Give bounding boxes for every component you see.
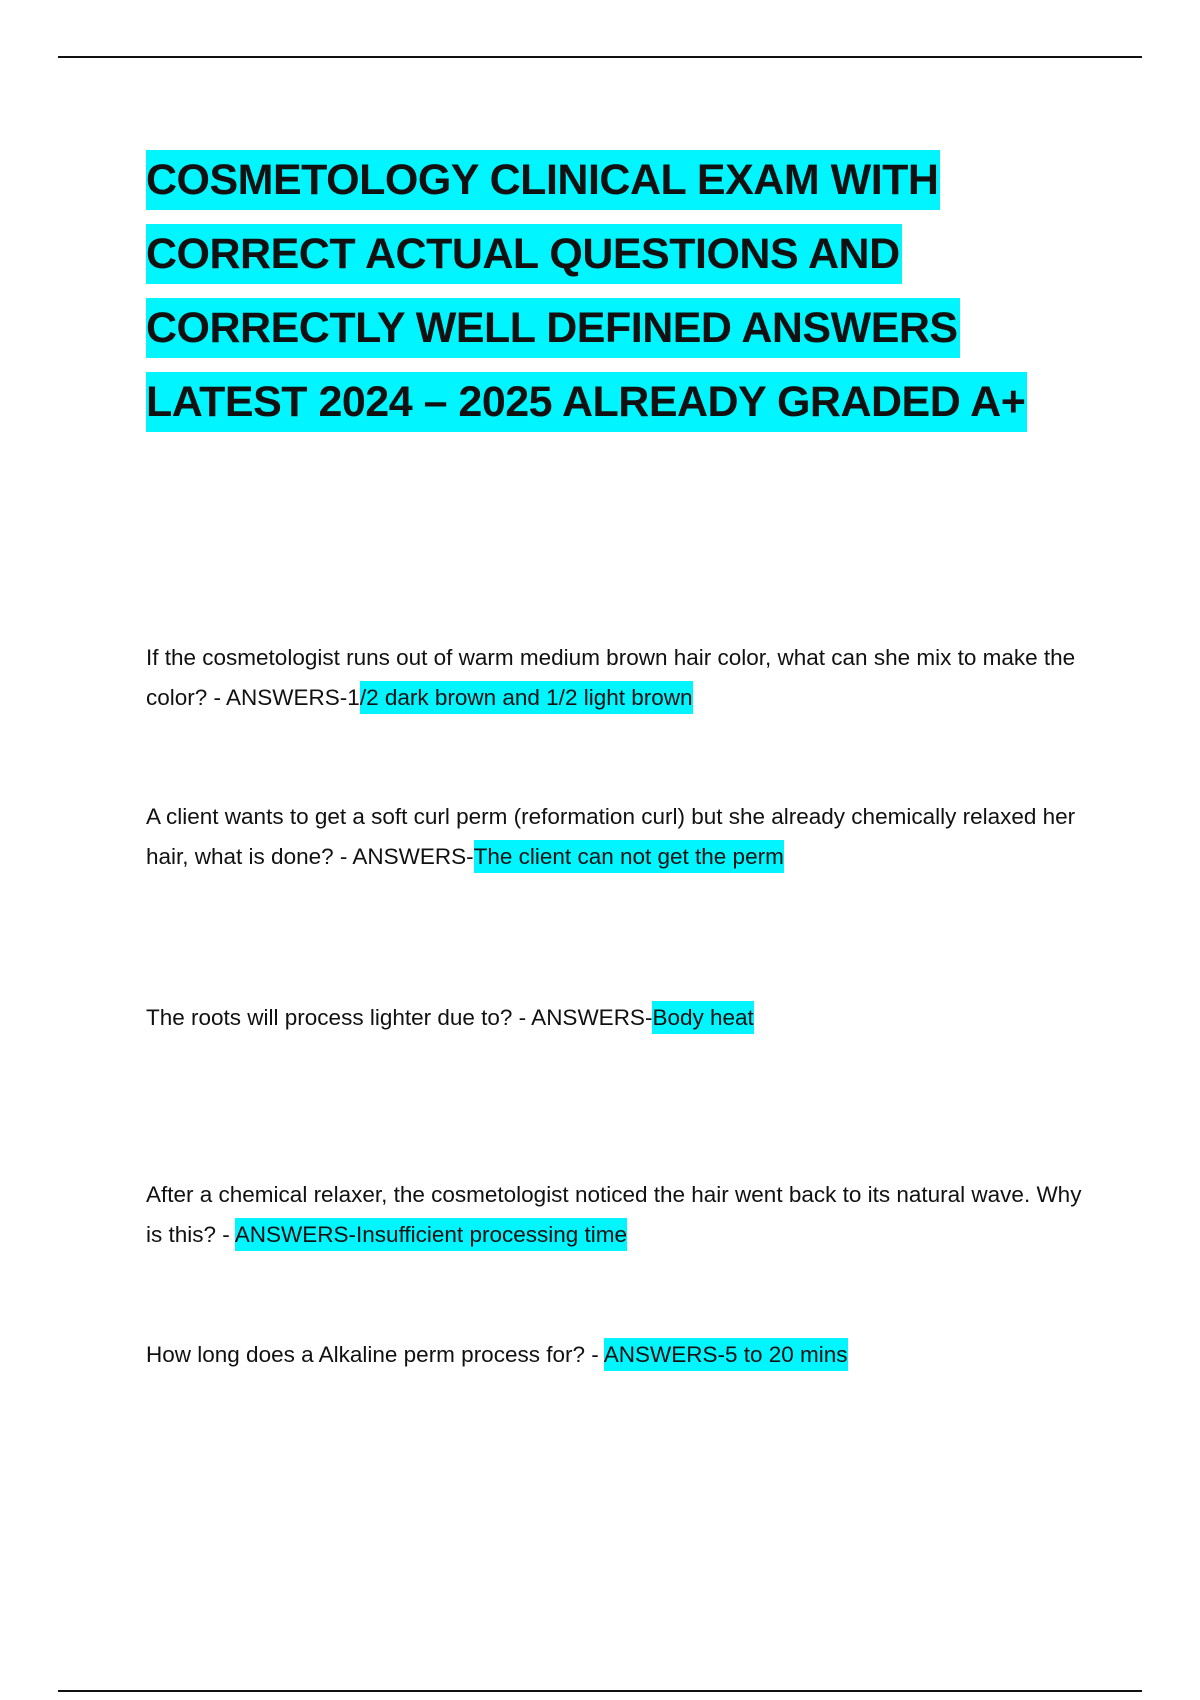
answer-highlight: ANSWERS-Insufficient processing time <box>235 1218 627 1251</box>
qa-item <box>146 1335 1096 1375</box>
question-text: After a chemical relaxer, the cosmetologist noticed the hair went back to its natural wave. Why is this? - <box>146 1182 1082 1247</box>
title-line: LATEST 2024 – 2025 ALREADY GRADED A+ <box>146 365 1146 439</box>
qa-item <box>146 998 1096 1038</box>
qa-item <box>146 1175 1096 1255</box>
answer-highlight: The client can not get the perm <box>474 840 784 873</box>
answer-highlight: /2 dark brown and 1/2 light brown <box>360 681 693 714</box>
qa-item <box>146 638 1096 718</box>
question-text: If the cosmetologist runs out of warm medium brown hair color, what can she mix to make the color? - ANSWERS-1 <box>146 645 1076 710</box>
answer-highlight: Body heat <box>652 1001 753 1034</box>
title-line: COSMETOLOGY CLINICAL EXAM WITH <box>146 143 1146 217</box>
qa-item <box>146 797 1096 877</box>
title-line: CORRECTLY WELL DEFINED ANSWERS <box>146 291 1146 365</box>
answer-highlight: ANSWERS-5 to 20 mins <box>604 1338 848 1371</box>
question-text: The roots will process lighter due to? - ANSWERS- <box>146 1005 653 1030</box>
footer-rule <box>58 1690 1142 1692</box>
title-line: CORRECT ACTUAL QUESTIONS AND <box>146 217 1146 291</box>
document-title <box>146 143 1146 439</box>
question-text: How long does a Alkaline perm process for? - <box>146 1342 604 1367</box>
header-rule <box>58 56 1142 58</box>
question-text: A client wants to get a soft curl perm (reformation curl) but she already chemically relaxed her hair, what is done? - ANSWERS- <box>146 804 1076 869</box>
